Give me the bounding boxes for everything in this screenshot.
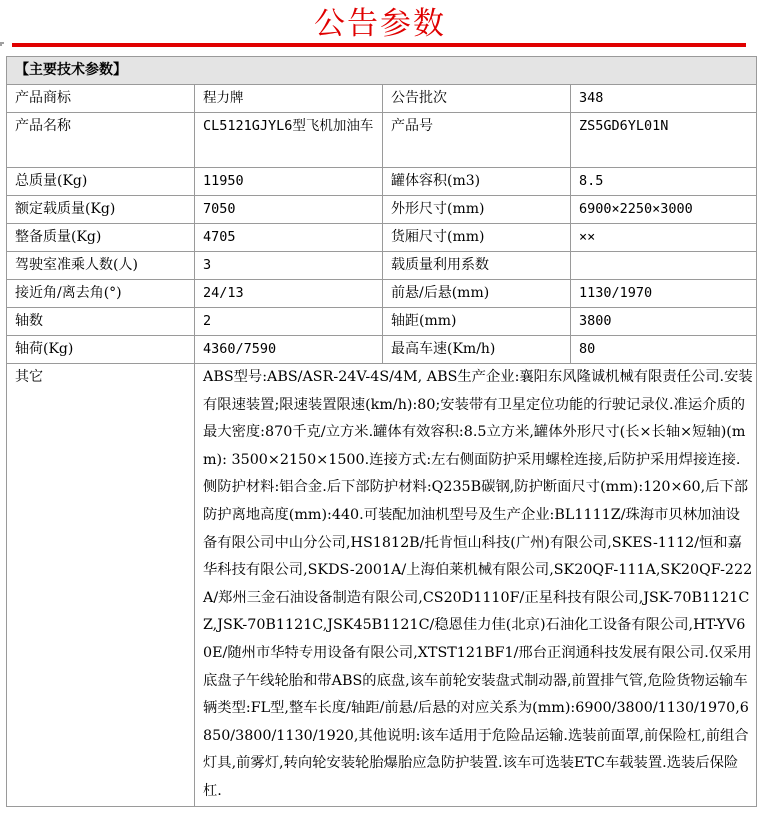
spec-rows (7, 85, 757, 364)
label-cell: 前悬/后悬(mm) (383, 280, 571, 308)
label-cell: 货厢尺寸(mm) (383, 224, 571, 252)
value-cell: 8.5 (571, 168, 757, 196)
value-cell: 2 (195, 308, 383, 336)
value-cell: ×× (571, 224, 757, 252)
other-text: ABS型号:ABS/ASR-24V-4S/4M, ABS生产企业:襄阳东风隆诚机械有限责任公司.安装有限速装置;限速装置限速(km/h):80;安装带有卫星定位功能的行驶记录仪.准运介质的最大密度:870千克/立方米.罐体有效容积:8.5立方米,罐体外形尺寸(长×长轴×短轴)(mm): 3500×2150×1500.连接方式:左右侧面防护采用螺栓连接,后防护采用焊接连接.侧防护材料:铝合金.后下部防护材料:Q235B碳钢,防护断面尺寸(mm):120×60,后下部防护离地高度(mm):440.可装配加油机型号及生产企业:BL1111Z/珠海市贝林加油设备有限公司中山分公司,HS1812B/托肯恒山科技(广州)有限公司,SKES-1112/恒和嘉华科技有限公司,SKDS-2001A/上海伯莱机械有限公司,SK20QF-111A,SK20QF-222A/郑州三金石油设备制造有限公司,CS20D1110F/正星科技有限公司,JSK-70B1121CZ,JSK-70B1121C,JSK45B1121C/稳恩佳力佳(北京)石油化工设备有限公司,HT-YV60E/随州市华特专用设备有限公司,XTST121BF1/邢台正润通科技发展有限公司.仅采用底盘子午线轮胎和带ABS的底盘,该车前轮安装盘式制动器,前置排气管,危险货物运输车辆类型:FL型,整车长度/轴距/前悬/后悬的对应关系为(mm):6900/3800/1130/1970,6850/3800/1130/1920,其他说明:该车适用于危险品运输.选装前面罩,前保险杠,前组合灯具,前雾灯,转向轮安装轮胎爆胎应急防护装置.该车可选装ETC车载装置.选装后保险杠. (195, 364, 757, 807)
label-cell: 轴数 (7, 308, 195, 336)
label-cell: 产品号 (383, 113, 571, 168)
table-row (7, 252, 757, 280)
table-row (7, 113, 757, 168)
label-cell: 产品商标 (7, 85, 195, 113)
label-cell: 驾驶室准乘人数(人) (7, 252, 195, 280)
value-cell: 11950 (195, 168, 383, 196)
other-label: 其它 (7, 364, 195, 807)
value-cell: CL5121GJYL6型飞机加油车 (195, 113, 383, 168)
table-row (7, 85, 757, 113)
value-cell: 6900×2250×3000 (571, 196, 757, 224)
label-cell: 轴荷(Kg) (7, 336, 195, 364)
other-row (7, 364, 757, 807)
value-cell: 7050 (195, 196, 383, 224)
title-underline (12, 43, 746, 47)
value-cell: 3 (195, 252, 383, 280)
value-cell: 4360/7590 (195, 336, 383, 364)
value-cell (571, 252, 757, 280)
label-cell: 公告批次 (383, 85, 571, 113)
label-cell: 接近角/离去角(°) (7, 280, 195, 308)
value-cell: ZS5GD6YL01N (571, 113, 757, 168)
value-cell: 348 (571, 85, 757, 113)
table-row (7, 280, 757, 308)
label-cell: 载质量利用系数 (383, 252, 571, 280)
spec-table (6, 56, 757, 807)
table-row (7, 308, 757, 336)
corner-marker-icon (0, 42, 4, 46)
label-cell: 产品名称 (7, 113, 195, 168)
table-row (7, 168, 757, 196)
value-cell: 程力牌 (195, 85, 383, 113)
value-cell: 24/13 (195, 280, 383, 308)
value-cell: 4705 (195, 224, 383, 252)
table-row (7, 336, 757, 364)
section-header-row (7, 57, 757, 85)
page-title: 公告参数 (314, 6, 446, 42)
section-header: 【主要技术参数】 (7, 57, 757, 85)
label-cell: 整备质量(Kg) (7, 224, 195, 252)
value-cell: 1130/1970 (571, 280, 757, 308)
label-cell: 轴距(mm) (383, 308, 571, 336)
label-cell: 额定载质量(Kg) (7, 196, 195, 224)
label-cell: 罐体容积(m3) (383, 168, 571, 196)
label-cell: 总质量(Kg) (7, 168, 195, 196)
table-row (7, 196, 757, 224)
value-cell: 3800 (571, 308, 757, 336)
table-row (7, 224, 757, 252)
label-cell: 外形尺寸(mm) (383, 196, 571, 224)
label-cell: 最高车速(Km/h) (383, 336, 571, 364)
value-cell: 80 (571, 336, 757, 364)
